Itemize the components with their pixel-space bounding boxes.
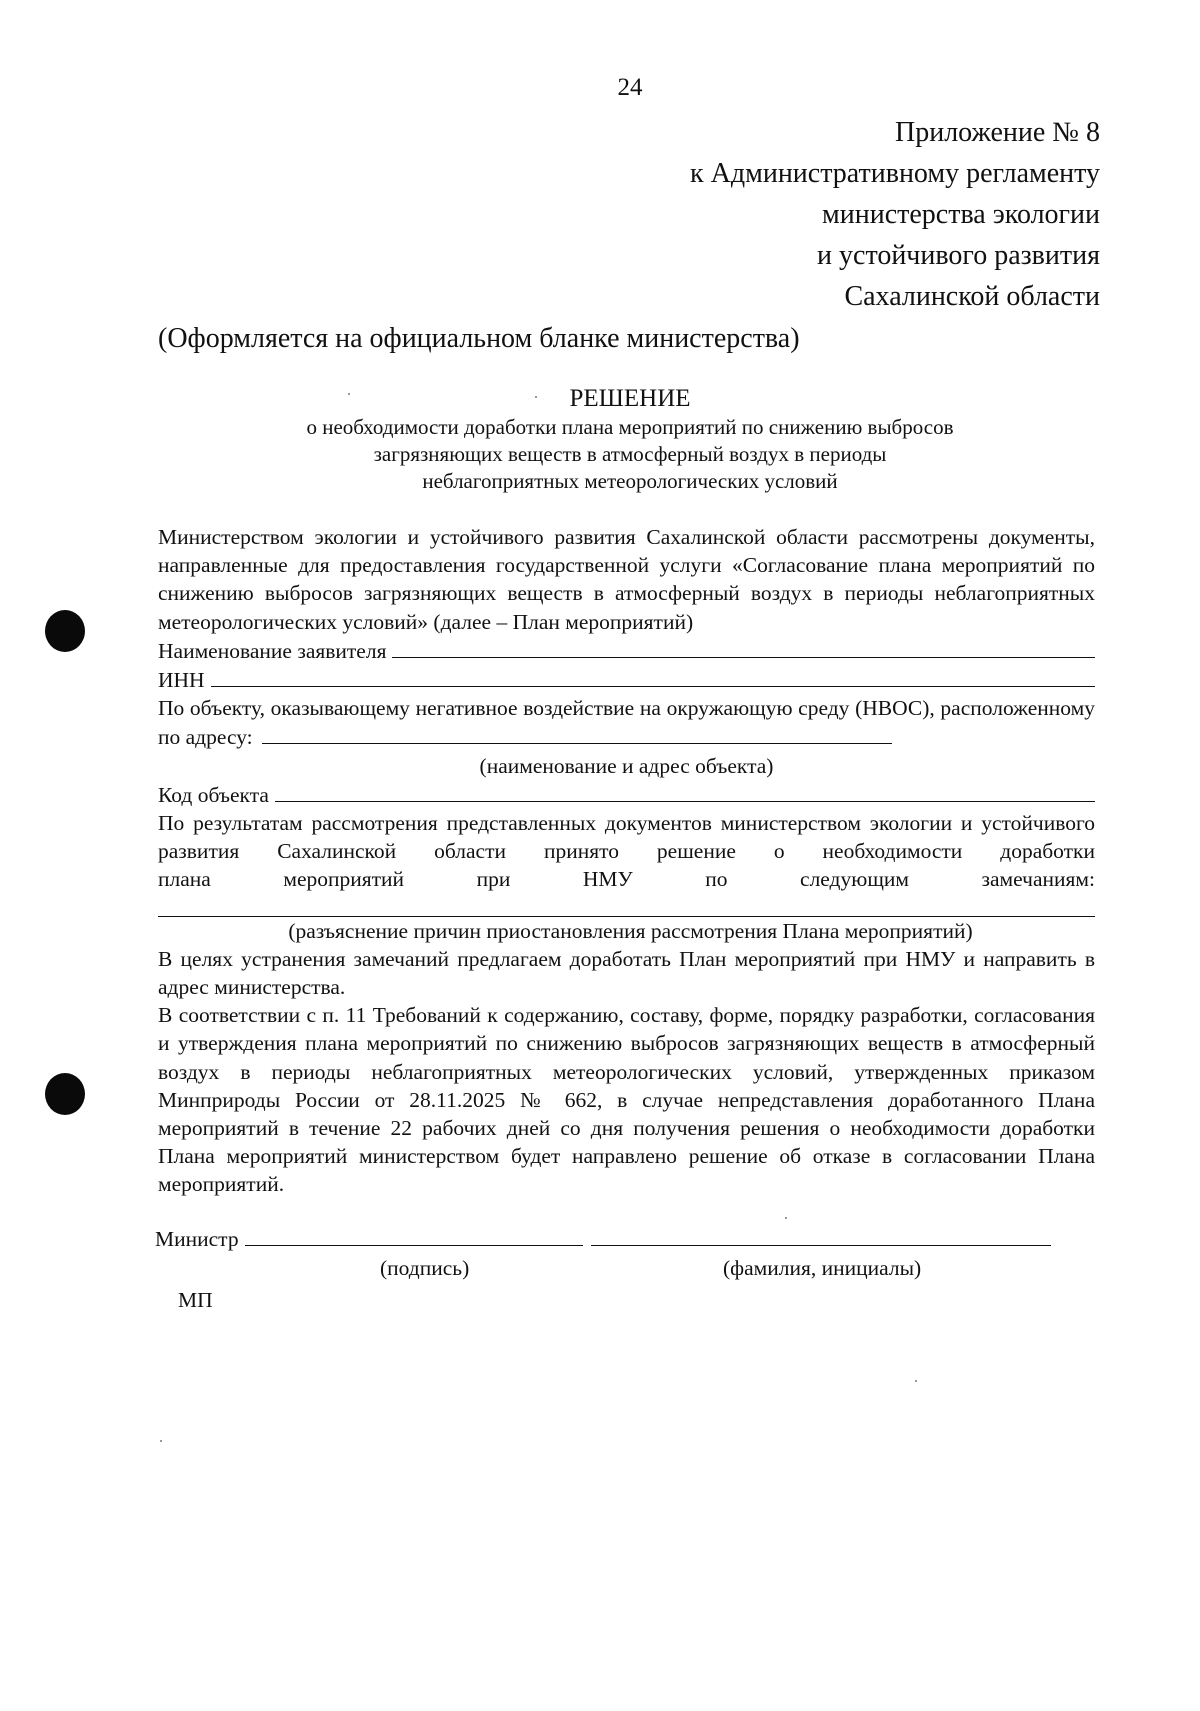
results-word: замечаниям: <box>981 867 1095 892</box>
remarks-fill-line[interactable] <box>158 894 1095 917</box>
object-address-fill-line[interactable] <box>262 722 892 744</box>
decision-title: РЕШЕНИЕ <box>569 385 691 412</box>
results-word: при <box>476 867 511 892</box>
object-code-label: Код объекта <box>158 782 269 807</box>
annex-line: и устойчивого развития <box>817 240 1100 271</box>
scan-speck <box>915 1380 917 1382</box>
punch-hole <box>45 1073 85 1115</box>
annex-line: Сахалинской области <box>844 281 1100 312</box>
inn-fill-line[interactable] <box>211 665 1095 687</box>
annex-line: министерства экологии <box>822 199 1100 230</box>
object-label: По объекту, оказывающему негативное воздействие на окружающую среду (НВОС), расположенному по адресу: <box>158 696 1095 750</box>
scan-speck <box>785 1217 787 1219</box>
annex-line: Приложение № 8 <box>895 117 1100 148</box>
scan-speck <box>160 1440 162 1442</box>
signature-caption: (подпись) <box>380 1256 470 1280</box>
scan-speck <box>348 393 350 395</box>
results-word: следующим <box>800 867 909 892</box>
blank-note: (Оформляется на официальном бланке министерства) <box>158 323 800 354</box>
decision-subtitle-line: загрязняющих веществ в атмосферный воздух в периоды <box>373 442 887 466</box>
requirements-paragraph: В соответствии с п. 11 Требований к содержанию, составу, форме, порядку разработки, согласования и утверждения плана мероприятий по снижению выбросов загрязняющих веществ в атмосферный воздух в периоды неблагоприятных метеорологических условий, утвержденных приказом Минприроды России от 28.11.2025 № 662, в случае непредставления доработанного Плана мероприятий в течение 22 рабочих дней со дня получения решения о необходимости доработки Плана мероприятий министерством будет направлено решение об отказе в согласовании Плана мероприятий. <box>158 1003 1095 1197</box>
signature-captions <box>155 1252 1051 1282</box>
intro-paragraph: Министерством экологии и устойчивого развития Сахалинской области рассмотрены документы, направленные для предоставления государственной услуги «Согласование плана мероприятий по снижению выбросов загрязняющих веществ в атмосферный воздух в периоды неблагоприятных метеорологических условий» (далее – План мероприятий) <box>158 525 1095 634</box>
inn-label: ИНН <box>158 668 205 693</box>
annex-header <box>690 112 1100 317</box>
signature-block <box>155 1224 1051 1282</box>
applicant-label: Наименование заявителя <box>158 638 387 663</box>
results-word: по <box>705 867 728 892</box>
signature-fill-line[interactable] <box>245 1224 583 1246</box>
decision-subtitle-line: о необходимости доработки плана мероприятий по снижению выбросов <box>306 415 954 439</box>
fix-paragraph: В целях устранения замечаний предлагаем доработать План мероприятий при НМУ и направить в адрес министерства. <box>158 946 1095 1000</box>
minister-signature-line <box>155 1224 1051 1252</box>
results-last-line <box>158 865 1095 893</box>
decision-subtitle <box>0 414 1200 495</box>
results-paragraph: По результатам рассмотрения представленных документов министерством экологии и устойчивого развития Сахалинской области принято решение о необходимости доработки <box>158 811 1095 864</box>
results-word: мероприятий <box>283 867 405 892</box>
name-caption: (фамилия, инициалы) <box>723 1256 922 1280</box>
minister-label: Министр <box>155 1227 239 1251</box>
decision-subtitle-line: неблагоприятных метеорологических условий <box>422 469 838 493</box>
scan-speck <box>535 396 537 398</box>
name-fill-line[interactable] <box>591 1224 1051 1246</box>
remarks-caption: (разъяснение причин приостановления рассмотрения Плана мероприятий) <box>288 918 973 943</box>
results-word: НМУ <box>582 867 633 892</box>
document-body <box>158 523 1095 1199</box>
inn-field <box>158 665 1095 694</box>
page-number: 24 <box>617 74 643 101</box>
object-code-field <box>158 780 1095 809</box>
results-word: плана <box>158 867 211 892</box>
object-caption: (наименование и адрес объекта) <box>479 753 774 778</box>
applicant-fill-line[interactable] <box>392 636 1095 658</box>
object-code-fill-line[interactable] <box>275 780 1095 802</box>
applicant-field <box>158 636 1095 665</box>
stamp-placeholder: МП <box>178 1288 213 1312</box>
object-field <box>158 694 1095 751</box>
decision-heading <box>0 384 1200 495</box>
punch-hole <box>45 610 85 652</box>
annex-line: к Административному регламенту <box>690 158 1100 189</box>
